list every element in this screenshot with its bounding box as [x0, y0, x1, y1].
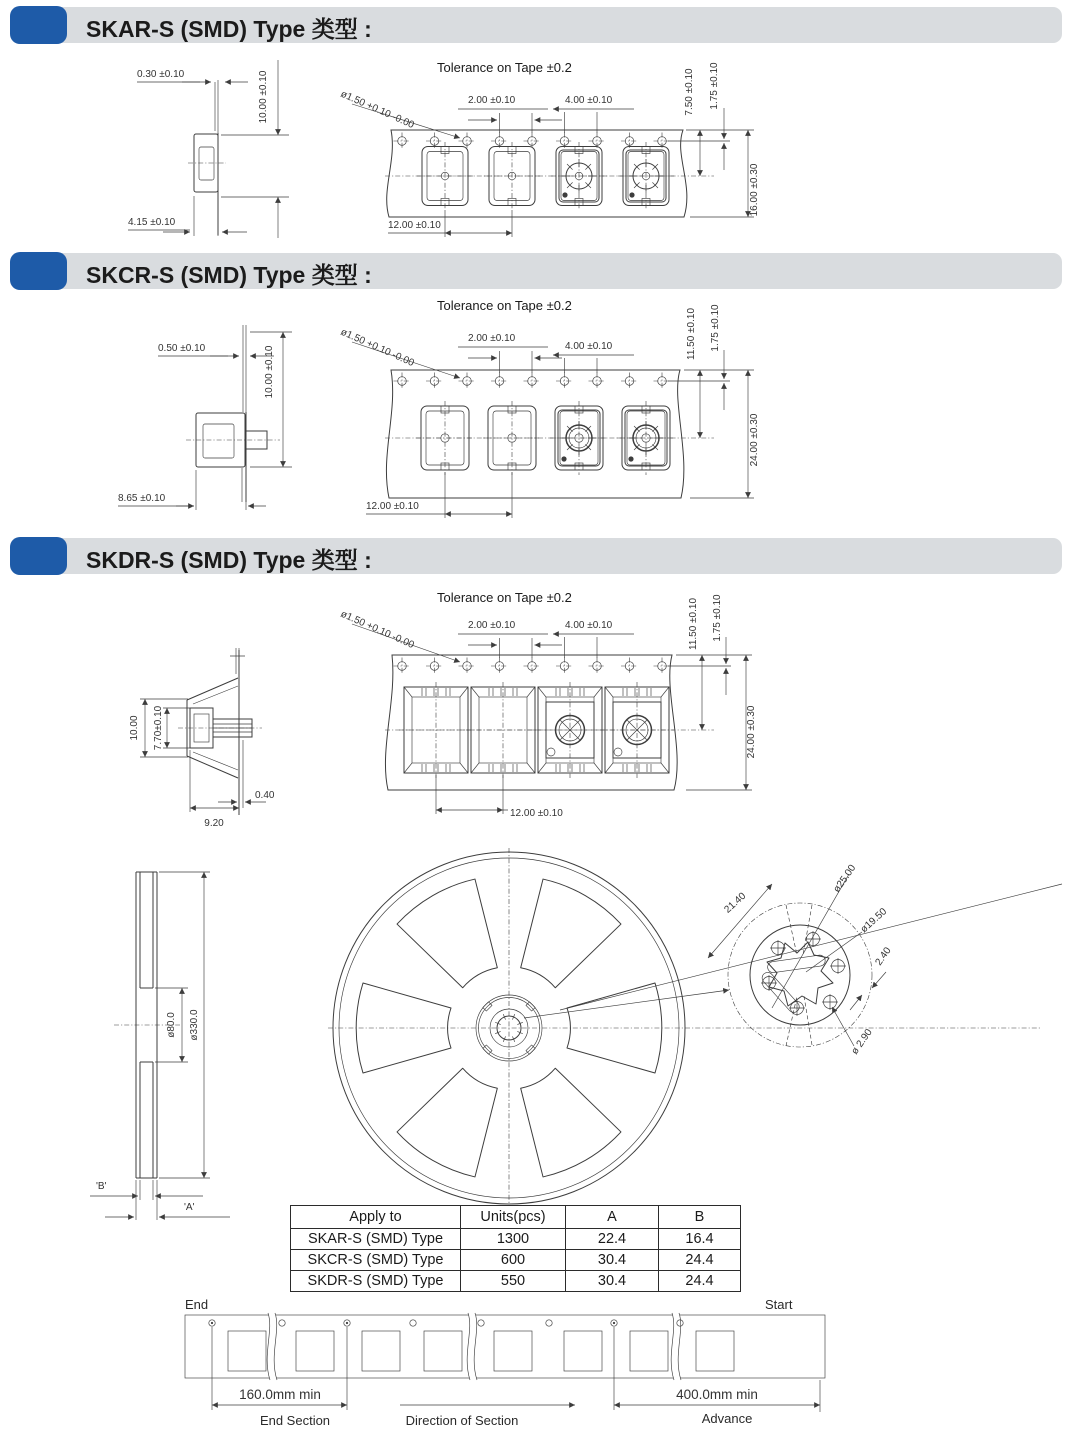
dim-label: 4.15 ±0.10	[128, 217, 176, 228]
section-header-skcr	[20, 253, 1062, 289]
dim-label: 21.40	[722, 890, 749, 916]
dim-label: 24.00 ±0.30	[746, 705, 757, 759]
empty-pocket	[466, 682, 540, 778]
dim-label: 0.30 ±0.10	[137, 69, 185, 80]
cell: 24.4	[659, 1271, 741, 1292]
skdr-side-view	[129, 648, 275, 829]
dim-label: 0.50 ±0.10	[158, 343, 206, 354]
component-in-pocket	[551, 142, 607, 210]
section-header-skar	[20, 7, 1062, 43]
cell: 22.4	[566, 1229, 659, 1250]
dim-label: ø1.50 +0.10 -0.00	[338, 608, 416, 651]
col-header: A	[566, 1206, 659, 1229]
section-title: SKAR-S (SMD) Type 类型 :	[86, 16, 372, 42]
dim-label: 10.00 ±0.10	[264, 345, 275, 399]
cell: 24.4	[659, 1250, 741, 1271]
start-label: Start	[765, 1297, 793, 1312]
dim-label: ø80.0	[166, 1012, 177, 1038]
skcr-tape-view	[339, 298, 760, 518]
dim-label: 12.00 ±0.10	[366, 501, 419, 512]
dim-label: ø1.50 +0.10 -0.00	[338, 88, 416, 131]
sprocket-holes	[394, 658, 671, 675]
tape-strip	[185, 1315, 825, 1378]
cell: SKAR-S (SMD) Type	[291, 1229, 461, 1250]
empty-pocket	[416, 401, 474, 475]
blue-accent-blob	[10, 252, 67, 290]
blue-accent-blob	[10, 537, 67, 575]
dim-label: 2.00 ±0.10	[468, 95, 516, 106]
dim-label: 1.75 ±0.10	[710, 304, 721, 352]
section-header-skdr	[20, 538, 1062, 574]
table-row	[291, 1229, 741, 1250]
dim-label: 4.00 ±0.10	[565, 341, 613, 352]
dim-label: 10.00	[129, 715, 140, 741]
blue-accent-blob	[10, 6, 67, 44]
skdr-tape-view	[339, 590, 757, 819]
dim-label: 1.75 ±0.10	[712, 594, 723, 642]
cell: 30.4	[566, 1271, 659, 1292]
tape-sprocket-holes	[209, 1320, 683, 1326]
dim-label: 4.00 ±0.10	[565, 620, 613, 631]
reel-drawing	[0, 845, 1072, 1223]
sprocket-holes	[394, 373, 671, 390]
cell: 550	[461, 1271, 566, 1292]
dim-label: 2.00 ±0.10	[468, 620, 516, 631]
end-section-label: End Section	[259, 1413, 331, 1428]
empty-pocket	[399, 682, 473, 778]
dim-label: 12.00 ±0.10	[388, 220, 441, 231]
dim-label: 'A'	[184, 1202, 195, 1213]
advance-label: Advance	[701, 1411, 753, 1426]
skar-side-view	[128, 60, 289, 238]
reel-side-view	[90, 872, 230, 1220]
hub-screw-holes	[761, 931, 846, 1016]
col-header: Apply to	[291, 1206, 461, 1229]
cell: 600	[461, 1250, 566, 1271]
dim-label: 9.20	[204, 818, 224, 829]
dim-label: 24.00 ±0.30	[749, 413, 760, 467]
skcr-side-view	[118, 325, 292, 510]
dim-label: ø1.50 +0.10 -0.00	[338, 326, 416, 369]
dim-label: ø25.00	[831, 862, 859, 895]
dim-label: 7.70±0.10	[153, 705, 164, 751]
tolerance-note: Tolerance on Tape ±0.2	[437, 60, 572, 75]
dim-label: 7.50 ±0.10	[684, 68, 695, 116]
col-header: B	[659, 1206, 741, 1229]
tolerance-note: Tolerance on Tape ±0.2	[437, 590, 572, 605]
component-in-pocket	[618, 142, 674, 210]
reel-hub-detail	[708, 863, 894, 1057]
dim-label: 160.0mm min	[239, 1387, 321, 1402]
dim-label: 2.40	[873, 945, 894, 968]
skar-drawing	[0, 46, 1072, 250]
cell: 1300	[461, 1229, 566, 1250]
component-in-pocket	[600, 682, 674, 778]
dim-label: ø330.0	[189, 1009, 200, 1041]
end-label: End	[185, 1297, 209, 1312]
direction-label: Direction of Section	[405, 1413, 519, 1428]
dim-label: 4.00 ±0.10	[565, 95, 613, 106]
tape-pockets	[228, 1331, 734, 1371]
dim-label: 1.75 ±0.10	[709, 62, 720, 110]
component-in-pocket	[617, 401, 675, 475]
dim-label: 8.65 ±0.10	[118, 493, 166, 504]
reel-front-view	[328, 848, 1062, 1205]
reel-capacity-table	[290, 1205, 741, 1292]
tolerance-note: Tolerance on Tape ±0.2	[437, 298, 572, 313]
dim-label: 'B'	[96, 1181, 107, 1192]
dim-label: 16.00 ±0.30	[749, 163, 760, 217]
dim-label: 10.00 ±0.10	[258, 70, 269, 124]
cell: SKDR-S (SMD) Type	[291, 1271, 461, 1292]
tape-leader-diagram	[0, 1292, 1072, 1440]
cell: SKCR-S (SMD) Type	[291, 1250, 461, 1271]
skcr-drawing	[0, 298, 1072, 530]
dim-label: 2.00 ±0.10	[468, 333, 516, 344]
dim-label: ø 2.90	[849, 1027, 875, 1057]
table-row	[291, 1271, 741, 1292]
section-title: SKCR-S (SMD) Type 类型 :	[86, 262, 372, 288]
cell: 16.4	[659, 1229, 741, 1250]
dim-label: 12.00 ±0.10	[510, 808, 563, 819]
table-row	[291, 1250, 741, 1271]
cell: 30.4	[566, 1250, 659, 1271]
dim-label: ø19.50	[858, 906, 890, 936]
dim-label: 0.40	[255, 790, 275, 801]
table-header-row	[291, 1206, 741, 1229]
skdr-drawing	[0, 582, 1072, 840]
dim-label: 400.0mm min	[676, 1387, 758, 1402]
col-header: Units(pcs)	[461, 1206, 566, 1229]
tape-breaks	[267, 1313, 681, 1380]
dim-label: 11.50 ±0.10	[688, 597, 699, 651]
skar-tape-view	[339, 60, 760, 237]
section-title: SKDR-S (SMD) Type 类型 :	[86, 547, 372, 573]
dim-label: 11.50 ±0.10	[686, 307, 697, 361]
component-in-pocket	[533, 682, 607, 778]
